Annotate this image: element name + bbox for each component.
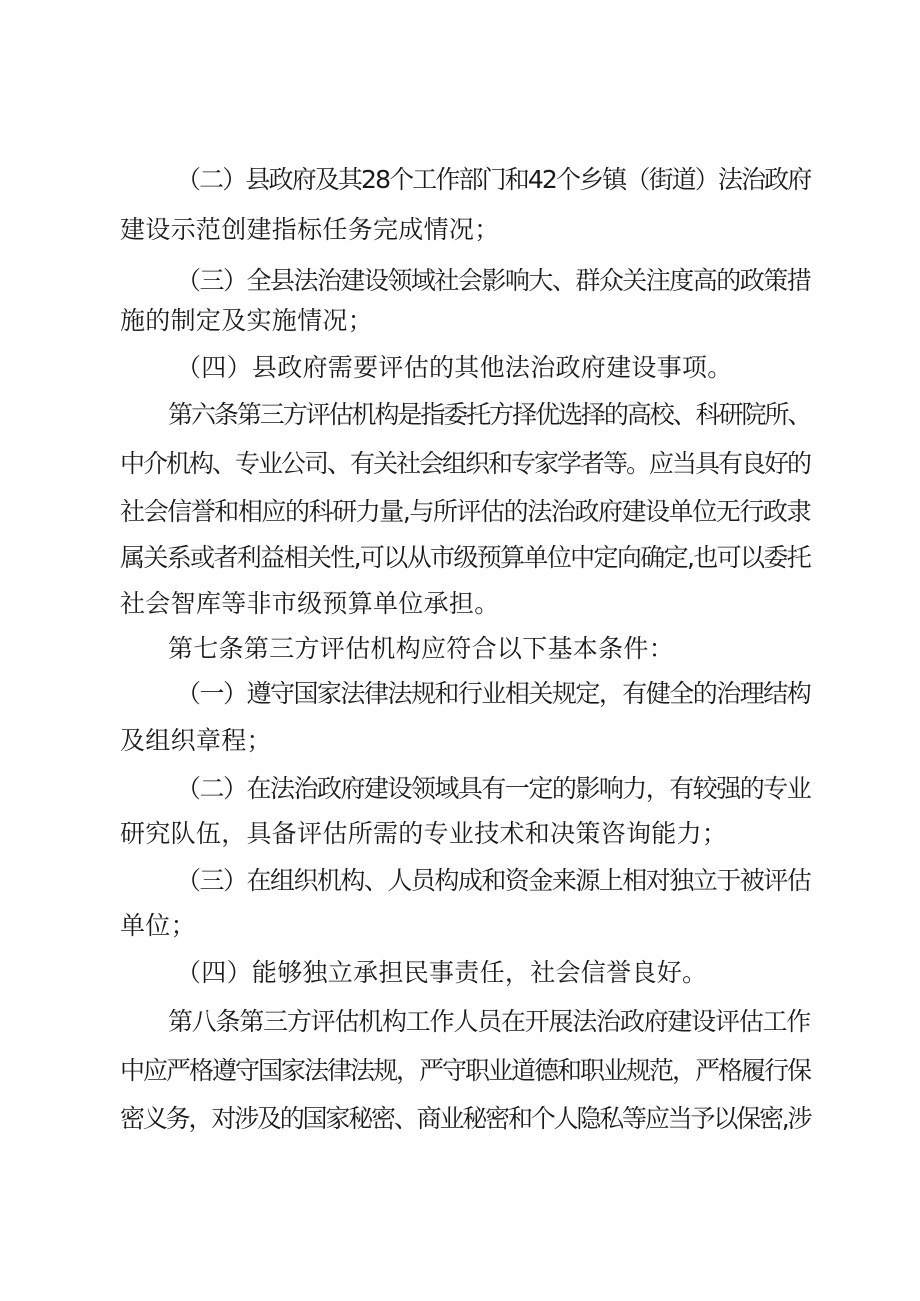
text-line: 第六条第三方评估机构是指委托方择优选择的高校、科研院所、 (168, 400, 811, 429)
text-line: （四）能够独立承担民事责任，社会信誉良好。 (176, 958, 708, 987)
text-line: 施的制定及实施情况； (120, 306, 374, 335)
text-line: 建设示范创建指标任务完成情况； (120, 215, 500, 244)
text-line: （二）在法治政府建设领域具有一定的影响力，有较强的专业 (176, 774, 811, 803)
text-line: 及组织章程； (120, 726, 272, 755)
text-line: （四）县政府需要评估的其他法治政府建设事项。 (176, 353, 733, 382)
text-line: （三）在组织机构、人员构成和资金来源上相对独立于被评估 (176, 866, 811, 895)
text-line: 密义务，对涉及的国家秘密、商业秘密和个人隐私等应当予以保密,涉 (120, 1104, 811, 1133)
text-line: 社会信誉和相应的科研力量,与所评估的法治政府建设单位无行政隶 (120, 497, 811, 526)
text-line: 属关系或者利益相关性,可以从市级预算单位中定向确定,也可以委托 (120, 543, 811, 572)
text-line: 研究队伍，具备评估所需的专业技术和决策咨询能力； (120, 819, 728, 848)
text-line: 社会智库等非市级预算单位承担。 (120, 589, 500, 618)
text-line: 中介机构、专业公司、有关社会组织和专家学者等。应当具有良好的 (120, 449, 811, 478)
text-line: 中应严格遵守国家法律法规，严守职业道德和职业规范，严格履行保 (120, 1056, 811, 1085)
text-line: 第七条第三方评估机构应符合以下基本条件： (168, 634, 675, 663)
text-line: （一）遵守国家法律法规和行业相关规定，有健全的治理结构 (176, 679, 811, 708)
text-line: 第八条第三方评估机构工作人员在开展法治政府建设评估工作 (168, 1007, 811, 1036)
text-line: 单位； (120, 911, 196, 940)
text-line: （三）全县法治建设领域社会影响大、群众关注度高的政策措 (176, 266, 811, 295)
text-line: （二）县政府及其28个工作部门和42个乡镇（街道）法治政府 (176, 165, 811, 194)
